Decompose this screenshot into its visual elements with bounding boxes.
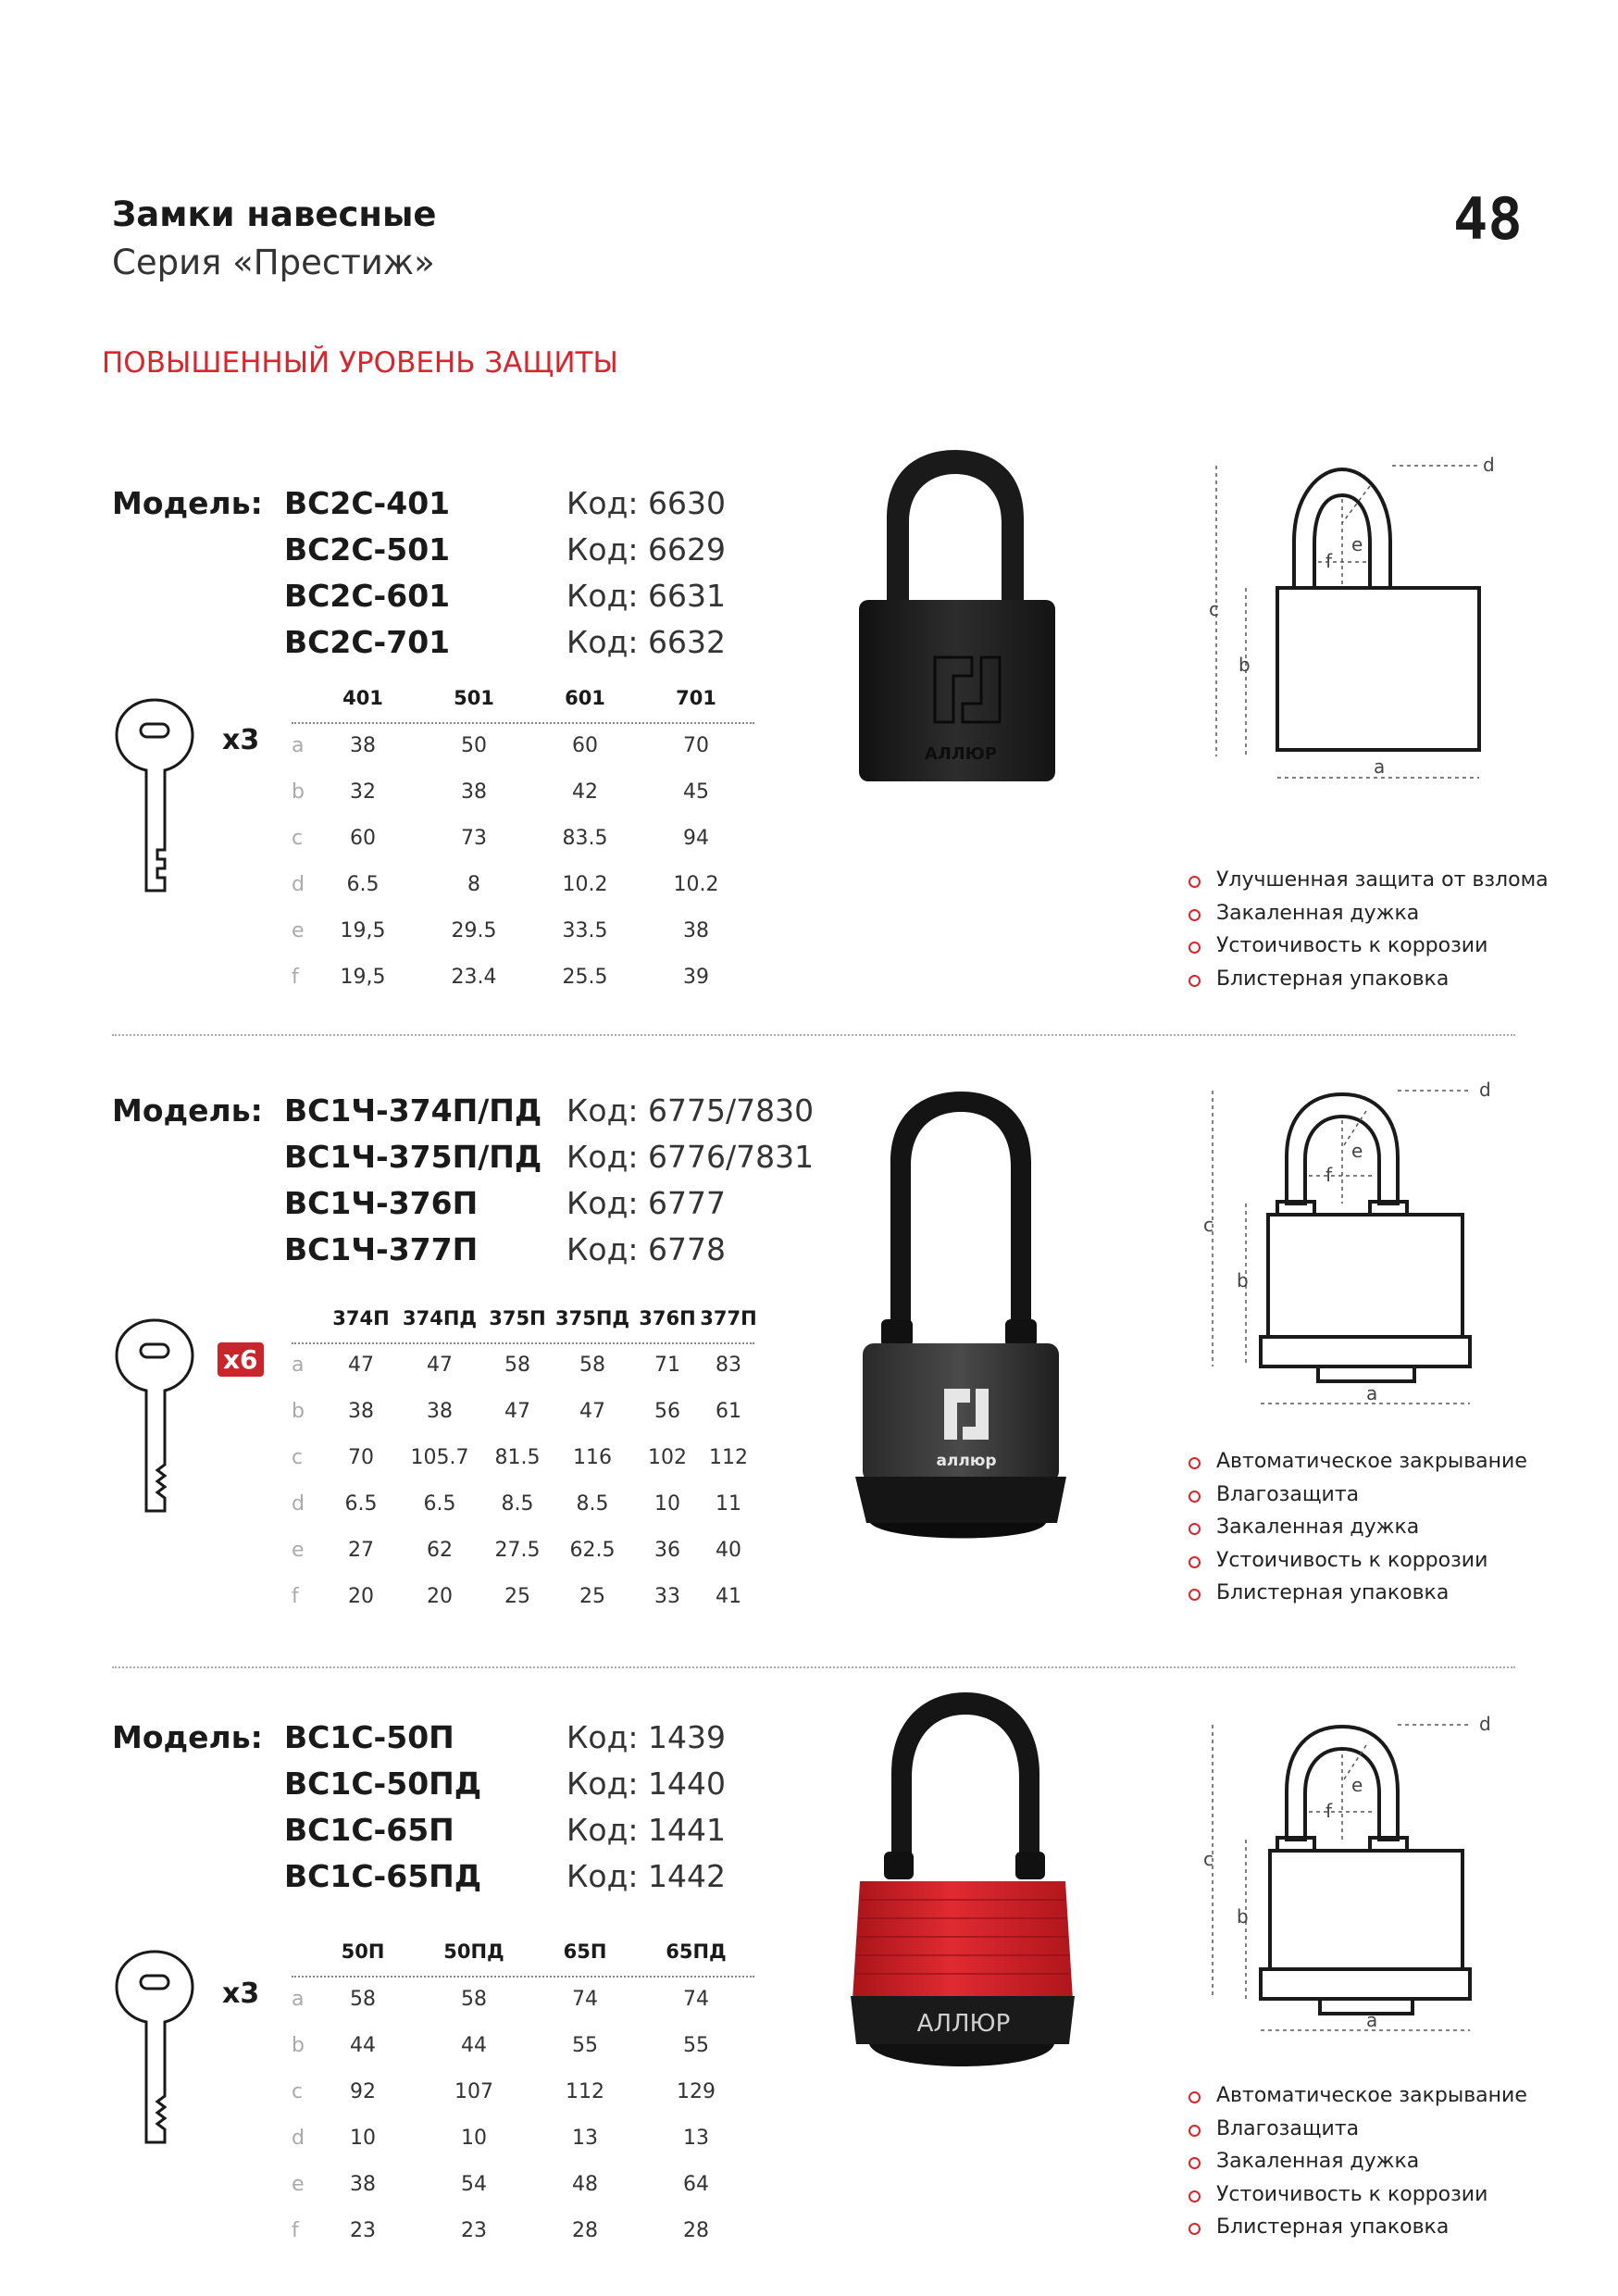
feature-item: Улучшенная защита от взлома <box>1189 868 1549 902</box>
dim-label-b: b <box>1238 654 1251 676</box>
dim-label-a: a <box>1366 1382 1378 1404</box>
dim-label-a: a <box>1366 2009 1378 2031</box>
table-header: 375П <box>489 1307 546 1329</box>
table-cell: 58 <box>461 1988 487 2011</box>
table-cell: 47 <box>427 1354 453 1377</box>
table-cell: 32 <box>350 780 376 804</box>
table-divider <box>292 722 754 724</box>
table-cell: 81.5 <box>494 1446 541 1469</box>
row-label: b <box>292 780 305 804</box>
table-header: 601 <box>565 687 605 709</box>
feature-item: Закаленная дужка <box>1189 2150 1527 2183</box>
table-cell: 10.2 <box>562 873 608 896</box>
dim-label-b: b <box>1237 1905 1249 1928</box>
table-cell: 116 <box>573 1446 612 1469</box>
dim-label-d: d <box>1483 454 1495 476</box>
page-subtitle: Серия «Престиж» <box>112 243 435 282</box>
model-label: Модель: <box>112 1719 263 1755</box>
table-cell: 61 <box>716 1400 741 1423</box>
dim-label-c: c <box>1203 1848 1214 1870</box>
feature-item: Устоичивость к коррозии <box>1189 934 1549 967</box>
model-name: ВС1С-50П <box>284 1719 454 1755</box>
table-header: 65ПД <box>666 1940 727 1963</box>
model-code: Код: 6630 <box>566 485 727 521</box>
row-label: f <box>292 1585 299 1608</box>
table-cell: 73 <box>461 827 487 850</box>
table-cell: 25 <box>579 1585 605 1608</box>
table-cell: 94 <box>683 827 709 850</box>
table-header: 375ПД <box>555 1307 630 1329</box>
key-icon <box>113 696 196 895</box>
table-cell: 8.5 <box>501 1492 534 1516</box>
padlock-dimension-diagram <box>1203 454 1537 801</box>
dim-label-e: e <box>1351 1140 1363 1162</box>
keys-count: x3 <box>222 724 260 756</box>
table-cell: 48 <box>572 2173 598 2196</box>
brand-logo-text: АЛЛЮР <box>916 2010 1011 2038</box>
feature-item: Закаленная дужка <box>1189 902 1549 935</box>
padlock-photo <box>847 1685 1078 2092</box>
table-cell: 92 <box>350 2080 376 2103</box>
table-cell: 45 <box>683 780 709 804</box>
row-label: a <box>292 1354 305 1377</box>
padlock-dimension-diagram <box>1203 1713 1537 2060</box>
table-cell: 41 <box>716 1585 741 1608</box>
table-cell: 13 <box>572 2127 598 2150</box>
table-cell: 6.5 <box>423 1492 456 1516</box>
table-cell: 58 <box>504 1354 530 1377</box>
table-cell: 129 <box>677 2080 716 2103</box>
table-divider <box>292 1342 754 1344</box>
dim-label-f: f <box>1326 1800 1333 1822</box>
brand-logo-text: АЛЛЮР <box>924 744 998 764</box>
feature-item: Устоичивость к коррозии <box>1189 2183 1527 2216</box>
feature-item: Блистерная упаковка <box>1189 2215 1527 2249</box>
table-cell: 107 <box>454 2080 493 2103</box>
table-cell: 74 <box>572 1988 598 2011</box>
model-code: Код: 6776/7831 <box>566 1139 815 1175</box>
section-divider <box>112 1666 1515 1668</box>
table-cell: 54 <box>461 2173 487 2196</box>
table-cell: 60 <box>572 734 598 757</box>
table-cell: 33.5 <box>562 919 608 942</box>
table-cell: 23.4 <box>451 966 497 989</box>
keys-count-badge: x6 <box>218 1342 264 1377</box>
table-header: 50ПД <box>443 1940 504 1963</box>
table-cell: 112 <box>566 2080 604 2103</box>
row-label: a <box>292 734 305 757</box>
model-name: ВС2С-501 <box>284 531 451 568</box>
table-cell: 20 <box>348 1585 374 1608</box>
dim-label-a: a <box>1374 755 1386 778</box>
row-label: a <box>292 1988 305 2011</box>
table-cell: 70 <box>348 1446 374 1469</box>
model-name: ВС1Ч-375П/ПД <box>284 1139 542 1175</box>
table-header: 374ПД <box>403 1307 478 1329</box>
table-cell: 19,5 <box>340 919 386 942</box>
dim-label-e: e <box>1351 1774 1363 1796</box>
model-name: ВС2С-601 <box>284 578 451 614</box>
table-cell: 20 <box>427 1585 453 1608</box>
table-header: 501 <box>454 687 494 709</box>
table-cell: 33 <box>654 1585 680 1608</box>
key-icon <box>113 1316 196 1516</box>
table-cell: 58 <box>350 1988 376 2011</box>
table-cell: 6.5 <box>346 873 380 896</box>
dim-label-b: b <box>1237 1269 1249 1292</box>
table-cell: 83 <box>716 1354 741 1377</box>
model-code: Код: 6778 <box>566 1231 727 1267</box>
table-cell: 74 <box>683 1988 709 2011</box>
model-code: Код: 1440 <box>566 1766 727 1802</box>
table-header: 65П <box>563 1940 607 1963</box>
feature-list <box>1189 2084 1527 2249</box>
feature-item: Влагозащита <box>1189 1483 1527 1516</box>
table-header: 376П <box>639 1307 696 1329</box>
table-header: 377П <box>700 1307 757 1329</box>
table-cell: 105.7 <box>410 1446 469 1469</box>
model-name: ВС1С-50ПД <box>284 1766 482 1802</box>
dim-label-c: c <box>1209 598 1219 620</box>
feature-item: Блистерная упаковка <box>1189 1581 1527 1615</box>
table-cell: 25.5 <box>562 966 608 989</box>
model-code: Код: 6629 <box>566 531 727 568</box>
key-icon <box>113 1948 196 2147</box>
table-cell: 70 <box>683 734 709 757</box>
model-code: Код: 6777 <box>566 1185 727 1221</box>
row-label: e <box>292 919 305 942</box>
dim-label-f: f <box>1326 550 1333 572</box>
padlock-dimension-diagram <box>1203 1079 1537 1426</box>
table-cell: 8 <box>467 873 480 896</box>
feature-list <box>1189 1450 1527 1615</box>
feature-item: Устоичивость к коррозии <box>1189 1549 1527 1582</box>
table-cell: 62.5 <box>569 1539 616 1562</box>
model-code: Код: 6631 <box>566 578 727 614</box>
row-label: c <box>292 1446 304 1469</box>
table-cell: 50 <box>461 734 487 757</box>
model-code: Код: 1441 <box>566 1812 727 1848</box>
brand-logo-text: аллюр <box>936 1452 997 1470</box>
table-cell: 36 <box>654 1539 680 1562</box>
model-name: ВС1Ч-374П/ПД <box>284 1092 542 1129</box>
padlock-photo <box>852 444 1064 787</box>
table-cell: 55 <box>683 2034 709 2057</box>
table-cell: 71 <box>654 1354 680 1377</box>
table-header: 701 <box>676 687 716 709</box>
model-code: Код: 6775/7830 <box>566 1092 815 1129</box>
feature-item: Влагозащита <box>1189 2117 1527 2151</box>
table-cell: 56 <box>654 1400 680 1423</box>
table-cell: 19,5 <box>340 966 386 989</box>
table-cell: 47 <box>504 1400 530 1423</box>
security-level: ПОВЫШЕННЫЙ УРОВЕНЬ ЗАЩИТЫ <box>102 346 618 380</box>
feature-item: Автоматическое закрывание <box>1189 1450 1527 1483</box>
table-cell: 44 <box>350 2034 376 2057</box>
feature-item: Автоматическое закрывание <box>1189 2084 1527 2117</box>
table-cell: 40 <box>716 1539 741 1562</box>
row-label: d <box>292 873 305 896</box>
table-cell: 10 <box>654 1492 680 1516</box>
row-label: b <box>292 1400 305 1423</box>
table-cell: 55 <box>572 2034 598 2057</box>
model-name: ВС1Ч-376П <box>284 1185 479 1221</box>
model-name: ВС2С-401 <box>284 485 451 521</box>
table-cell: 29.5 <box>451 919 497 942</box>
table-header: 50П <box>341 1940 385 1963</box>
table-cell: 10 <box>350 2127 376 2150</box>
row-label: d <box>292 2127 305 2150</box>
table-cell: 60 <box>350 827 376 850</box>
model-label: Модель: <box>112 1092 263 1129</box>
row-label: b <box>292 2034 305 2057</box>
table-cell: 27 <box>348 1539 374 1562</box>
table-cell: 38 <box>461 780 487 804</box>
feature-list <box>1189 868 1549 1000</box>
table-header: 374П <box>332 1307 390 1329</box>
table-cell: 58 <box>579 1354 605 1377</box>
feature-item: Блистерная упаковка <box>1189 967 1549 1001</box>
row-label: e <box>292 1539 305 1562</box>
row-label: d <box>292 1492 305 1516</box>
model-code: Код: 6632 <box>566 624 727 660</box>
row-label: f <box>292 966 299 989</box>
table-cell: 62 <box>427 1539 453 1562</box>
table-cell: 10 <box>461 2127 487 2150</box>
table-cell: 8.5 <box>576 1492 609 1516</box>
table-cell: 38 <box>350 2173 376 2196</box>
row-label: c <box>292 827 304 850</box>
page-title: Замки навесные <box>112 194 437 234</box>
table-cell: 112 <box>709 1446 748 1469</box>
table-cell: 28 <box>572 2219 598 2242</box>
model-label: Модель: <box>112 485 263 521</box>
table-cell: 13 <box>683 2127 709 2150</box>
keys-count: x3 <box>222 1978 260 2010</box>
table-cell: 23 <box>350 2219 376 2242</box>
model-name: ВС1Ч-377П <box>284 1231 479 1267</box>
row-label: c <box>292 2080 304 2103</box>
table-cell: 25 <box>504 1585 530 1608</box>
table-cell: 42 <box>572 780 598 804</box>
model-code: Код: 1439 <box>566 1719 727 1755</box>
table-cell: 47 <box>579 1400 605 1423</box>
table-cell: 38 <box>427 1400 453 1423</box>
section-divider <box>112 1034 1515 1036</box>
dim-label-d: d <box>1479 1713 1491 1735</box>
model-name: ВС1С-65П <box>284 1812 454 1848</box>
table-cell: 6.5 <box>344 1492 378 1516</box>
table-cell: 83.5 <box>562 827 608 850</box>
table-cell: 10.2 <box>673 873 719 896</box>
table-cell: 27.5 <box>494 1539 541 1562</box>
table-cell: 11 <box>716 1492 741 1516</box>
table-cell: 64 <box>683 2173 709 2196</box>
row-label: f <box>292 2219 299 2242</box>
table-cell: 38 <box>683 919 709 942</box>
dim-label-d: d <box>1479 1079 1491 1101</box>
page-number: 48 <box>1453 185 1523 253</box>
model-code: Код: 1442 <box>566 1858 727 1894</box>
feature-item: Закаленная дужка <box>1189 1516 1527 1549</box>
table-cell: 23 <box>461 2219 487 2242</box>
table-cell: 38 <box>348 1400 374 1423</box>
table-divider <box>292 1976 754 1978</box>
table-cell: 39 <box>683 966 709 989</box>
table-cell: 102 <box>648 1446 687 1469</box>
table-cell: 47 <box>348 1354 374 1377</box>
row-label: e <box>292 2173 305 2196</box>
table-header: 401 <box>342 687 383 709</box>
dim-label-c: c <box>1203 1214 1214 1236</box>
table-cell: 38 <box>350 734 376 757</box>
table-cell: 44 <box>461 2034 487 2057</box>
padlock-photo <box>852 1088 1074 1551</box>
model-name: ВС1С-65ПД <box>284 1858 482 1894</box>
dim-label-f: f <box>1326 1164 1333 1186</box>
table-cell: 28 <box>683 2219 709 2242</box>
model-name: ВС2С-701 <box>284 624 451 660</box>
dim-label-e: e <box>1351 533 1363 555</box>
